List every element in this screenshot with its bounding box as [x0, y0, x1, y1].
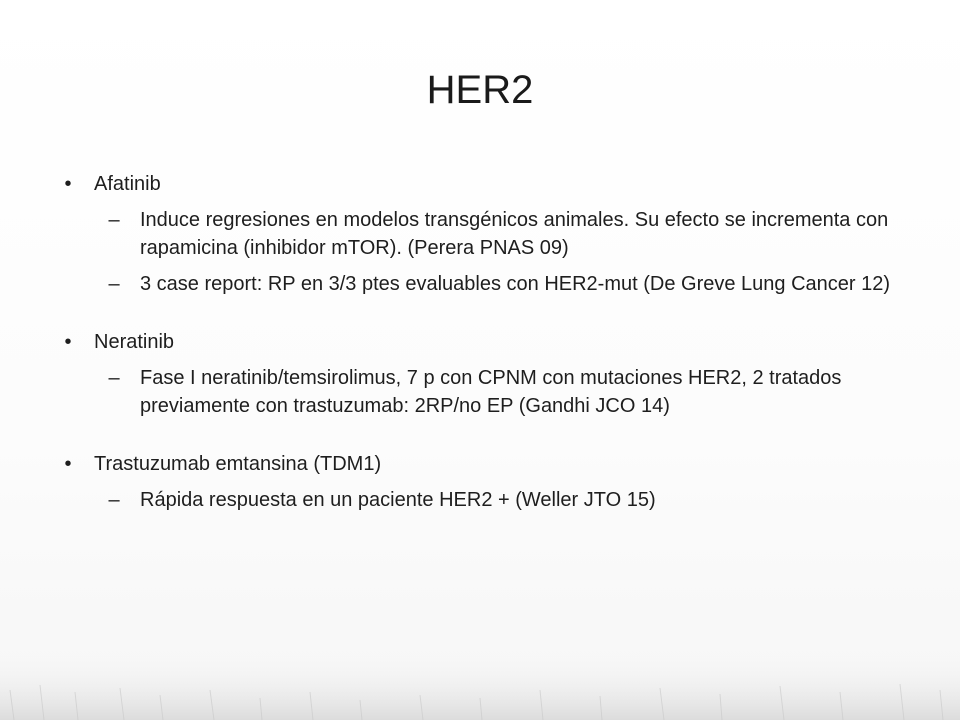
sub-bullet-dash: –	[108, 489, 120, 511]
sub-bullet-item	[58, 270, 908, 298]
sub-bullet-text: Rápida respuesta en un paciente HER2 + (Weller JTO 15)	[140, 489, 656, 511]
bullet-dot: •	[64, 173, 72, 195]
sub-bullet-dash: –	[108, 273, 120, 295]
bullet-group-neratinib	[58, 328, 908, 420]
paper-texture-decoration	[0, 640, 960, 720]
sub-bullet-text: 3 case report: RP en 3/3 ptes evaluables con HER2-mut (De Greve Lung Cancer 12)	[140, 273, 891, 295]
bullet-label: Neratinib	[94, 331, 175, 353]
slide-title: HER2	[426, 68, 534, 112]
sub-bullet-text: Fase I neratinib/temsirolimus, 7 p con CPNM con mutaciones HER2, 2 tratados previamente con trastuzumab: 2RP/no EP (Gandhi JCO 14)	[140, 367, 842, 417]
sub-bullet-dash: –	[108, 209, 120, 231]
sub-bullet-item	[58, 486, 908, 514]
bullet-item	[58, 170, 908, 198]
bullet-dot: •	[64, 453, 72, 475]
sub-bullet-item	[58, 206, 908, 262]
sub-bullet-text: Induce regresiones en modelos transgénicos animales. Su efecto se incrementa con rapamicina (inhibidor mTOR). (Perera PNAS 09)	[140, 209, 889, 259]
bullet-item	[58, 450, 908, 478]
bullet-label: Trastuzumab emtansina (TDM1)	[94, 453, 382, 475]
sub-bullet-dash: –	[108, 367, 120, 389]
bullet-group-trastuzumab	[58, 450, 908, 514]
bullet-dot: •	[64, 331, 72, 353]
bullet-group-afatinib	[58, 170, 908, 298]
slide-content	[58, 170, 908, 544]
sub-bullet-item	[58, 364, 908, 420]
bullet-item	[58, 328, 908, 356]
bullet-label: Afatinib	[94, 173, 161, 195]
